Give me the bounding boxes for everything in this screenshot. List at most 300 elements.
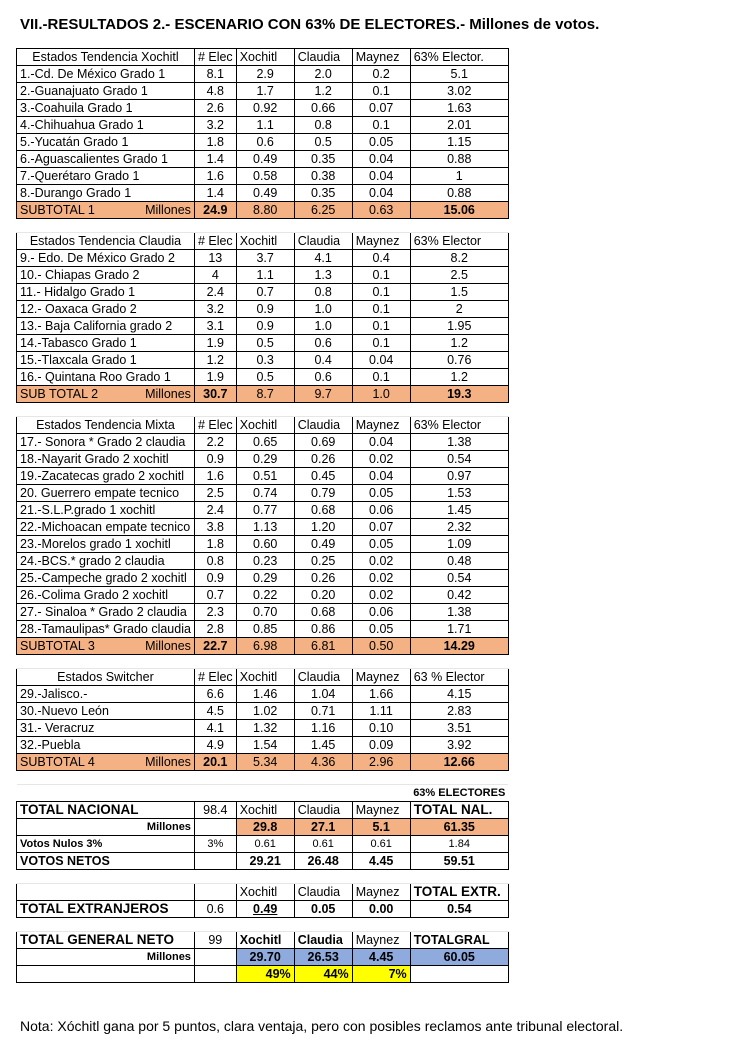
state-name: 2.-Guanajuato Grado 1 xyxy=(17,83,195,100)
col-claudia: Claudia xyxy=(294,49,352,66)
pct-maynez: 7% xyxy=(352,966,410,983)
gen-maynez: 4.45 xyxy=(352,949,410,966)
state-electores: 0.9 xyxy=(194,570,236,587)
netos-xochitl: 29.21 xyxy=(236,853,294,870)
state-electores: 2.3 xyxy=(194,604,236,621)
footnote: Nota: Xóchitl gana por 5 puntos, clara ventaja, pero con posibles reclamos ante tribunal electoral. xyxy=(20,1018,624,1034)
subtotal-maynez: 1.0 xyxy=(352,386,410,403)
state-name: 14.-Tabasco Grado 1 xyxy=(17,335,195,352)
subtotal-label xyxy=(17,386,195,403)
state-row xyxy=(17,185,509,202)
state-electores: 3.8 xyxy=(194,519,236,536)
state-electores: 2.6 xyxy=(194,100,236,117)
state-maynez: 0.2 xyxy=(352,66,410,83)
state-claudia: 0.45 xyxy=(294,468,352,485)
subtotal-unit: Millones xyxy=(145,755,191,769)
state-electores: 1.4 xyxy=(194,185,236,202)
state-xochitl: 1.46 xyxy=(236,686,294,703)
state-name: 1.-Cd. De México Grado 1 xyxy=(17,66,195,83)
col-claudia: Claudia xyxy=(294,884,352,901)
subtotal-name: SUBTOTAL 3 xyxy=(20,639,95,653)
state-maynez: 0.1 xyxy=(352,267,410,284)
state-name: 20. Guerrero empate tecnico xyxy=(17,485,195,502)
state-xochitl: 0.23 xyxy=(236,553,294,570)
state-name: 6.-Aguascalientes Grado 1 xyxy=(17,151,195,168)
state-xochitl: 0.77 xyxy=(236,502,294,519)
subtotal-electores: 30.7 xyxy=(194,386,236,403)
votos-nulos-row xyxy=(17,836,509,853)
state-name: 18.-Nayarit Grado 2 xochitl xyxy=(17,451,195,468)
extranjeros-row xyxy=(17,901,509,918)
col-xochitl: Xochitl xyxy=(236,884,294,901)
nal-maynez: 5.1 xyxy=(352,819,410,836)
section-header-row xyxy=(17,417,509,434)
state-maynez: 0.04 xyxy=(352,151,410,168)
nulos-total: 1.84 xyxy=(410,836,508,853)
col-xochitl: Xochitl xyxy=(236,802,294,819)
state-claudia: 0.66 xyxy=(294,100,352,117)
state-xochitl: 0.3 xyxy=(236,352,294,369)
subtotal-claudia: 6.81 xyxy=(294,638,352,655)
state-63-elector: 2.32 xyxy=(410,519,508,536)
state-maynez: 0.07 xyxy=(352,100,410,117)
state-row xyxy=(17,451,509,468)
state-63-elector: 0.97 xyxy=(410,468,508,485)
state-63-elector: 1.09 xyxy=(410,536,508,553)
state-63-elector: 1.53 xyxy=(410,485,508,502)
state-row xyxy=(17,686,509,703)
state-63-elector: 0.76 xyxy=(410,352,508,369)
state-row xyxy=(17,587,509,604)
state-maynez: 0.1 xyxy=(352,83,410,100)
state-claudia: 0.8 xyxy=(294,117,352,134)
subtotal-electores: 22.7 xyxy=(194,638,236,655)
state-electores: 4 xyxy=(194,267,236,284)
gen-claudia: 26.53 xyxy=(294,949,352,966)
col-claudia: Claudia xyxy=(294,932,352,949)
subtotal-name: SUB TOTAL 2 xyxy=(20,387,99,401)
subtotal-electores: 24.9 xyxy=(194,202,236,219)
state-xochitl: 0.6 xyxy=(236,134,294,151)
blank xyxy=(194,819,236,836)
state-63-elector: 2.83 xyxy=(410,703,508,720)
state-maynez: 0.05 xyxy=(352,621,410,638)
state-claudia: 1.20 xyxy=(294,519,352,536)
state-xochitl: 0.9 xyxy=(236,318,294,335)
state-63-elector: 1.71 xyxy=(410,621,508,638)
state-electores: 2.4 xyxy=(194,284,236,301)
state-name: 22.-Michoacan empate tecnico xyxy=(17,519,195,536)
state-electores: 1.8 xyxy=(194,536,236,553)
extr-total: 0.54 xyxy=(410,901,508,918)
state-xochitl: 1.32 xyxy=(236,720,294,737)
state-maynez: 0.05 xyxy=(352,536,410,553)
state-electores: 8.1 xyxy=(194,66,236,83)
state-row xyxy=(17,301,509,318)
electores-label: 63% ELECTORES xyxy=(413,787,506,799)
netos-claudia: 26.48 xyxy=(294,853,352,870)
state-maynez: 0.4 xyxy=(352,250,410,267)
state-maynez: 0.10 xyxy=(352,720,410,737)
extranjeros-electores: 0.6 xyxy=(194,901,236,918)
nal-xochitl: 29.8 xyxy=(236,819,294,836)
state-maynez: 0.04 xyxy=(352,468,410,485)
state-xochitl: 0.5 xyxy=(236,369,294,386)
votos-netos-label: VOTOS NETOS xyxy=(17,853,195,870)
state-maynez: 0.02 xyxy=(352,570,410,587)
state-electores: 0.9 xyxy=(194,451,236,468)
total-nacional-label: TOTAL NACIONAL xyxy=(17,802,195,819)
state-row xyxy=(17,168,509,185)
spacer-row xyxy=(17,771,509,785)
state-electores: 4.9 xyxy=(194,737,236,754)
pct-claudia: 44% xyxy=(294,966,352,983)
nulos-claudia: 0.61 xyxy=(294,836,352,853)
blank xyxy=(194,966,236,983)
subtotal-maynez: 2.96 xyxy=(352,754,410,771)
section-header-row xyxy=(17,49,509,66)
subtotal-electores: 20.1 xyxy=(194,754,236,771)
state-63-elector: 1.2 xyxy=(410,369,508,386)
state-name: 32.-Puebla xyxy=(17,737,195,754)
section-header-row xyxy=(17,669,509,686)
state-claudia: 1.0 xyxy=(294,318,352,335)
state-xochitl: 2.9 xyxy=(236,66,294,83)
subtotal-63-elector: 19.3 xyxy=(410,386,508,403)
state-row xyxy=(17,703,509,720)
state-name: 31.- Veracruz xyxy=(17,720,195,737)
subtotal-xochitl: 5.34 xyxy=(236,754,294,771)
state-claudia: 0.79 xyxy=(294,485,352,502)
state-row xyxy=(17,117,509,134)
state-xochitl: 3.7 xyxy=(236,250,294,267)
col-total-nal: TOTAL NAL. xyxy=(410,802,508,819)
state-xochitl: 0.65 xyxy=(236,434,294,451)
state-row xyxy=(17,553,509,570)
col-63-elector: 63% Elector xyxy=(410,417,508,434)
state-row xyxy=(17,66,509,83)
netos-total: 59.51 xyxy=(410,853,508,870)
general-header-row xyxy=(17,932,509,949)
subtotal-row xyxy=(17,754,509,771)
total-general-label: TOTAL GENERAL NETO xyxy=(17,932,195,949)
nulos-maynez: 0.61 xyxy=(352,836,410,853)
state-row xyxy=(17,468,509,485)
state-63-elector: 3.51 xyxy=(410,720,508,737)
subtotal-label xyxy=(17,638,195,655)
col-maynez: Maynez xyxy=(352,233,410,250)
state-row xyxy=(17,267,509,284)
state-name: 3.-Coahuila Grado 1 xyxy=(17,100,195,117)
state-63-elector: 1.38 xyxy=(410,434,508,451)
state-row xyxy=(17,134,509,151)
state-63-elector: 1.2 xyxy=(410,335,508,352)
state-63-elector: 3.92 xyxy=(410,737,508,754)
state-xochitl: 1.1 xyxy=(236,267,294,284)
state-xochitl: 0.49 xyxy=(236,151,294,168)
col-electores: # Elec xyxy=(194,669,236,686)
state-63-elector: 1.15 xyxy=(410,134,508,151)
state-electores: 1.9 xyxy=(194,335,236,352)
state-claudia: 1.2 xyxy=(294,83,352,100)
state-xochitl: 0.29 xyxy=(236,570,294,587)
subtotal-unit: Millones xyxy=(145,203,191,217)
state-63-elector: 2 xyxy=(410,301,508,318)
general-millones-row xyxy=(17,949,509,966)
state-63-elector: 5.1 xyxy=(410,66,508,83)
state-claudia: 1.16 xyxy=(294,720,352,737)
state-electores: 2.8 xyxy=(194,621,236,638)
state-electores: 13 xyxy=(194,250,236,267)
state-claudia: 0.6 xyxy=(294,369,352,386)
state-claudia: 0.71 xyxy=(294,703,352,720)
state-row xyxy=(17,434,509,451)
subtotal-63-elector: 12.66 xyxy=(410,754,508,771)
extr-xochitl: 0.49 xyxy=(236,901,294,918)
state-name: 13.- Baja California grado 2 xyxy=(17,318,195,335)
spacer-row xyxy=(17,403,509,417)
state-xochitl: 0.7 xyxy=(236,284,294,301)
total-nacional-electores: 98.4 xyxy=(194,802,236,819)
nulos-xochitl: 0.61 xyxy=(236,836,294,853)
subtotal-xochitl: 6.98 xyxy=(236,638,294,655)
state-xochitl: 0.70 xyxy=(236,604,294,621)
state-maynez: 0.05 xyxy=(352,485,410,502)
millones-label: Millones xyxy=(17,949,195,966)
state-name: 27.- Sinaloa * Grado 2 claudia xyxy=(17,604,195,621)
blank xyxy=(410,966,508,983)
state-claudia: 4.1 xyxy=(294,250,352,267)
state-row xyxy=(17,737,509,754)
state-name: 28.-Tamaulipas* Grado claudia xyxy=(17,621,195,638)
state-claudia: 1.0 xyxy=(294,301,352,318)
state-xochitl: 0.29 xyxy=(236,451,294,468)
state-maynez: 0.04 xyxy=(352,185,410,202)
state-maynez: 0.04 xyxy=(352,168,410,185)
results-table xyxy=(16,48,509,983)
state-electores: 0.8 xyxy=(194,553,236,570)
page-title: VII.-RESULTADOS 2.- ESCENARIO CON 63% DE ELECTORES.- Millones de votos. xyxy=(20,16,600,33)
state-maynez: 0.06 xyxy=(352,502,410,519)
section-title: Estados Tendencia Mixta xyxy=(17,417,195,434)
section-title: Estados Switcher xyxy=(17,669,195,686)
state-63-elector: 0.54 xyxy=(410,451,508,468)
state-maynez: 0.06 xyxy=(352,604,410,621)
state-claudia: 0.69 xyxy=(294,434,352,451)
col-electores: # Elec xyxy=(194,49,236,66)
state-xochitl: 0.22 xyxy=(236,587,294,604)
state-row xyxy=(17,502,509,519)
state-xochitl: 0.85 xyxy=(236,621,294,638)
blank xyxy=(17,966,195,983)
subtotal-unit: Millones xyxy=(145,387,191,401)
state-63-elector: 3.02 xyxy=(410,83,508,100)
col-maynez: Maynez xyxy=(352,417,410,434)
state-row xyxy=(17,335,509,352)
state-electores: 4.8 xyxy=(194,83,236,100)
state-maynez: 0.1 xyxy=(352,284,410,301)
state-electores: 1.8 xyxy=(194,134,236,151)
state-electores: 1.4 xyxy=(194,151,236,168)
general-pct-row xyxy=(17,966,509,983)
state-xochitl: 1.02 xyxy=(236,703,294,720)
extranjeros-header-row xyxy=(17,884,509,901)
blank xyxy=(194,949,236,966)
state-name: 16.- Quintana Roo Grado 1 xyxy=(17,369,195,386)
state-claudia: 1.45 xyxy=(294,737,352,754)
state-63-elector: 2.5 xyxy=(410,267,508,284)
state-electores: 0.7 xyxy=(194,587,236,604)
state-name: 5.-Yucatán Grado 1 xyxy=(17,134,195,151)
pct-xochitl: 49% xyxy=(236,966,294,983)
extr-claudia: 0.05 xyxy=(294,901,352,918)
state-claudia: 1.3 xyxy=(294,267,352,284)
col-63-elector: 63% Elector xyxy=(410,233,508,250)
state-63-elector: 0.88 xyxy=(410,185,508,202)
state-name: 24.-BCS.* grado 2 claudia xyxy=(17,553,195,570)
state-name: 15.-Tlaxcala Grado 1 xyxy=(17,352,195,369)
state-electores: 3.1 xyxy=(194,318,236,335)
state-electores: 1.6 xyxy=(194,168,236,185)
state-xochitl: 1.7 xyxy=(236,83,294,100)
state-name: 11.- Hidalgo Grado 1 xyxy=(17,284,195,301)
col-xochitl: Xochitl xyxy=(236,932,294,949)
col-claudia: Claudia xyxy=(294,669,352,686)
col-63-elector: 63 % Elector xyxy=(410,669,508,686)
col-maynez: Maynez xyxy=(352,884,410,901)
state-maynez: 0.07 xyxy=(352,519,410,536)
col-maynez: Maynez xyxy=(352,669,410,686)
state-row xyxy=(17,250,509,267)
state-electores: 2.4 xyxy=(194,502,236,519)
state-name: 8.-Durango Grado 1 xyxy=(17,185,195,202)
col-claudia: Claudia xyxy=(294,417,352,434)
subtotal-name: SUBTOTAL 1 xyxy=(20,203,95,217)
col-xochitl: Xochitl xyxy=(236,417,294,434)
state-63-elector: 0.42 xyxy=(410,587,508,604)
state-claudia: 0.20 xyxy=(294,587,352,604)
spacer-cell xyxy=(17,918,509,932)
netos-maynez: 4.45 xyxy=(352,853,410,870)
subtotal-xochitl: 8.7 xyxy=(236,386,294,403)
subtotal-63-elector: 14.29 xyxy=(410,638,508,655)
state-electores: 1.9 xyxy=(194,369,236,386)
col-maynez: Maynez xyxy=(352,932,410,949)
spacer-row xyxy=(17,918,509,932)
state-maynez: 0.02 xyxy=(352,553,410,570)
state-xochitl: 0.51 xyxy=(236,468,294,485)
state-claudia: 0.6 xyxy=(294,335,352,352)
state-maynez: 0.1 xyxy=(352,335,410,352)
state-xochitl: 0.60 xyxy=(236,536,294,553)
votos-netos-row xyxy=(17,853,509,870)
col-claudia: Claudia xyxy=(294,233,352,250)
state-claudia: 0.26 xyxy=(294,570,352,587)
state-name: 7.-Querétaro Grado 1 xyxy=(17,168,195,185)
state-row xyxy=(17,83,509,100)
extr-maynez: 0.00 xyxy=(352,901,410,918)
state-claudia: 0.38 xyxy=(294,168,352,185)
state-name: 4.-Chihuahua Grado 1 xyxy=(17,117,195,134)
state-electores: 3.2 xyxy=(194,301,236,318)
subtotal-maynez: 0.50 xyxy=(352,638,410,655)
millones-label: Millones xyxy=(17,819,195,836)
state-row xyxy=(17,151,509,168)
state-maynez: 0.09 xyxy=(352,737,410,754)
gen-total: 60.05 xyxy=(410,949,508,966)
state-claudia: 2.0 xyxy=(294,66,352,83)
state-name: 12.- Oaxaca Grado 2 xyxy=(17,301,195,318)
subtotal-row xyxy=(17,386,509,403)
state-xochitl: 0.49 xyxy=(236,185,294,202)
state-electores: 3.2 xyxy=(194,117,236,134)
state-claudia: 0.25 xyxy=(294,553,352,570)
col-xochitl: Xochitl xyxy=(236,49,294,66)
state-63-elector: 1 xyxy=(410,168,508,185)
subtotal-row xyxy=(17,638,509,655)
state-claudia: 0.68 xyxy=(294,502,352,519)
state-maynez: 0.1 xyxy=(352,318,410,335)
col-maynez: Maynez xyxy=(352,802,410,819)
subtotal-claudia: 6.25 xyxy=(294,202,352,219)
spacer-cell xyxy=(17,655,509,669)
col-electores: # Elec xyxy=(194,417,236,434)
col-maynez: Maynez xyxy=(352,49,410,66)
section-title: Estados Tendencia Xochitl xyxy=(17,49,195,66)
section-title: Estados Tendencia Claudia xyxy=(17,233,195,250)
state-electores: 1.6 xyxy=(194,468,236,485)
state-row xyxy=(17,536,509,553)
state-xochitl: 0.9 xyxy=(236,301,294,318)
total-extranjeros-label: TOTAL EXTRANJEROS xyxy=(17,901,195,918)
state-name: 26.-Colima Grado 2 xochitl xyxy=(17,587,195,604)
spacer-row xyxy=(17,655,509,669)
state-maynez: 0.04 xyxy=(352,434,410,451)
subtotal-63-elector: 15.06 xyxy=(410,202,508,219)
state-xochitl: 0.5 xyxy=(236,335,294,352)
state-row xyxy=(17,604,509,621)
state-row xyxy=(17,485,509,502)
spacer-cell xyxy=(17,771,509,785)
state-63-elector: 0.88 xyxy=(410,151,508,168)
state-claudia: 0.26 xyxy=(294,451,352,468)
electores-label-row xyxy=(17,785,509,802)
state-maynez: 0.1 xyxy=(352,369,410,386)
state-claudia: 0.86 xyxy=(294,621,352,638)
state-name: 9.- Edo. De México Grado 2 xyxy=(17,250,195,267)
state-name: 19.-Zacatecas grado 2 xochitl xyxy=(17,468,195,485)
state-claudia: 0.49 xyxy=(294,536,352,553)
state-row xyxy=(17,621,509,638)
state-xochitl: 0.92 xyxy=(236,100,294,117)
state-xochitl: 0.74 xyxy=(236,485,294,502)
subtotal-row xyxy=(17,202,509,219)
nal-claudia: 27.1 xyxy=(294,819,352,836)
nacional-header-row xyxy=(17,802,509,819)
state-63-elector: 1.95 xyxy=(410,318,508,335)
blank xyxy=(194,884,236,901)
state-maynez: 0.05 xyxy=(352,134,410,151)
state-name: 30.-Nuevo León xyxy=(17,703,195,720)
state-claudia: 0.8 xyxy=(294,284,352,301)
state-name: 10.- Chiapas Grado 2 xyxy=(17,267,195,284)
state-63-elector: 1.63 xyxy=(410,100,508,117)
col-electores: # Elec xyxy=(194,233,236,250)
col-xochitl: Xochitl xyxy=(236,669,294,686)
state-xochitl: 0.58 xyxy=(236,168,294,185)
subtotal-maynez: 0.63 xyxy=(352,202,410,219)
state-63-elector: 4.15 xyxy=(410,686,508,703)
